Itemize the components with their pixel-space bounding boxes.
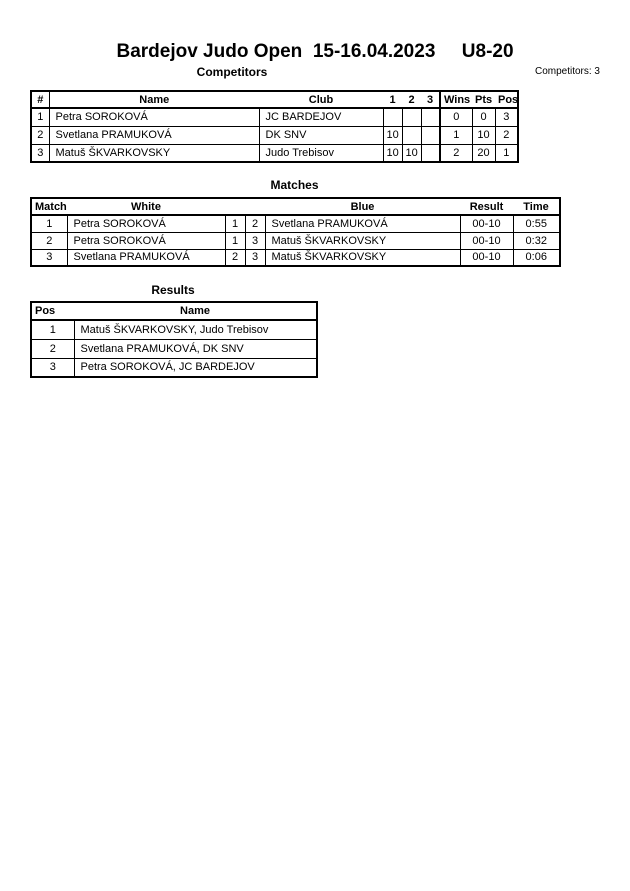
- result-pos: 3: [31, 358, 74, 377]
- competitor-name: Svetlana PRAMUKOVÁ: [49, 126, 259, 144]
- match-blue-id: 2: [245, 215, 265, 232]
- competitor-round3-score: [421, 144, 440, 162]
- competitor-wins: 2: [440, 144, 472, 162]
- match-row: [31, 249, 560, 266]
- match-white-id: 1: [225, 232, 245, 249]
- competitors-header-pts: Pts: [472, 91, 495, 108]
- result-row: [31, 358, 317, 377]
- competitors-count-label: Competitors: 3: [534, 66, 600, 77]
- match-time: 0:06: [513, 249, 560, 266]
- competitor-number: 1: [31, 108, 49, 126]
- match-row: [31, 232, 560, 249]
- match-white-name: Svetlana PRAMUKOVÁ: [67, 249, 225, 266]
- result-name: Petra SOROKOVÁ, JC BARDEJOV: [74, 358, 317, 377]
- matches-header-result: Result: [460, 198, 513, 215]
- competitor-pos: 2: [495, 126, 518, 144]
- competitors-header-round1: 1: [383, 91, 402, 108]
- match-blue-name: Matuš ŠKVARKOVSKY: [265, 249, 460, 266]
- competitor-round3-score: [421, 108, 440, 126]
- result-pos: 2: [31, 339, 74, 358]
- competitors-header-row: [31, 91, 518, 108]
- competitor-number: 3: [31, 144, 49, 162]
- match-time: 0:32: [513, 232, 560, 249]
- match-time: 0:55: [513, 215, 560, 232]
- competitor-pts: 20: [472, 144, 495, 162]
- result-name: Matuš ŠKVARKOVSKY, Judo Trebisov: [74, 320, 317, 339]
- result-pos: 1: [31, 320, 74, 339]
- results-table: [30, 301, 318, 378]
- competitor-pos: 1: [495, 144, 518, 162]
- competitor-round3-score: [421, 126, 440, 144]
- match-result: 00-10: [460, 249, 513, 266]
- competitors-header-club: Club: [259, 91, 383, 108]
- results-header-name: Name: [74, 302, 317, 320]
- competitor-row: [31, 108, 518, 126]
- competitor-pos: 3: [495, 108, 518, 126]
- match-number: 3: [31, 249, 67, 266]
- competitors-header-num: #: [31, 91, 49, 108]
- competitors-table: [30, 90, 519, 163]
- competitor-club: DK SNV: [259, 126, 383, 144]
- competitor-wins: 0: [440, 108, 472, 126]
- competitors-header-name: Name: [49, 91, 259, 108]
- competitor-name: Petra SOROKOVÁ: [49, 108, 259, 126]
- match-number: 1: [31, 215, 67, 232]
- competitor-round2-score: [402, 108, 421, 126]
- match-blue-id: 3: [245, 249, 265, 266]
- competitors-section-title: Competitors: [196, 65, 268, 79]
- matches-header-match: Match: [31, 198, 67, 215]
- competitor-number: 2: [31, 126, 49, 144]
- competitors-header-wins: Wins: [440, 91, 472, 108]
- matches-header-white-id: [225, 198, 245, 215]
- match-result: 00-10: [460, 232, 513, 249]
- result-row: [31, 339, 317, 358]
- match-white-id: 1: [225, 215, 245, 232]
- match-white-name: Petra SOROKOVÁ: [67, 232, 225, 249]
- match-blue-name: Svetlana PRAMUKOVÁ: [265, 215, 460, 232]
- matches-header-white: White: [67, 198, 225, 215]
- competitor-round1-score: [383, 108, 402, 126]
- competitor-club: Judo Trebisov: [259, 144, 383, 162]
- competitor-row: [31, 126, 518, 144]
- match-result: 00-10: [460, 215, 513, 232]
- results-header-row: [31, 302, 317, 320]
- competitors-header-round3: 3: [421, 91, 440, 108]
- page-title: Bardejov Judo Open 15-16.04.2023 U8-20: [116, 41, 514, 62]
- match-row: [31, 215, 560, 232]
- competitor-round2-score: 10: [402, 144, 421, 162]
- competitor-round1-score: 10: [383, 126, 402, 144]
- results-header-pos: Pos: [31, 302, 74, 320]
- competitor-name: Matuš ŠKVARKOVSKY: [49, 144, 259, 162]
- matches-header-blue: Blue: [265, 198, 460, 215]
- competitor-row: [31, 144, 518, 162]
- competitor-pts: 10: [472, 126, 495, 144]
- results-section-title: Results: [151, 283, 195, 297]
- matches-header-time: Time: [513, 198, 560, 215]
- matches-table: [30, 197, 561, 267]
- matches-header-blue-id: [245, 198, 265, 215]
- match-white-id: 2: [225, 249, 245, 266]
- competitor-round2-score: [402, 126, 421, 144]
- competitor-round1-score: 10: [383, 144, 402, 162]
- matches-header-row: [31, 198, 560, 215]
- competitor-club: JC BARDEJOV: [259, 108, 383, 126]
- competitor-pts: 0: [472, 108, 495, 126]
- match-number: 2: [31, 232, 67, 249]
- competitors-header-round2: 2: [402, 91, 421, 108]
- result-row: [31, 320, 317, 339]
- result-name: Svetlana PRAMUKOVÁ, DK SNV: [74, 339, 317, 358]
- competitors-header-pos: Pos: [495, 91, 518, 108]
- match-white-name: Petra SOROKOVÁ: [67, 215, 225, 232]
- match-blue-name: Matuš ŠKVARKOVSKY: [265, 232, 460, 249]
- match-blue-id: 3: [245, 232, 265, 249]
- matches-section-title: Matches: [270, 178, 319, 192]
- competitor-wins: 1: [440, 126, 472, 144]
